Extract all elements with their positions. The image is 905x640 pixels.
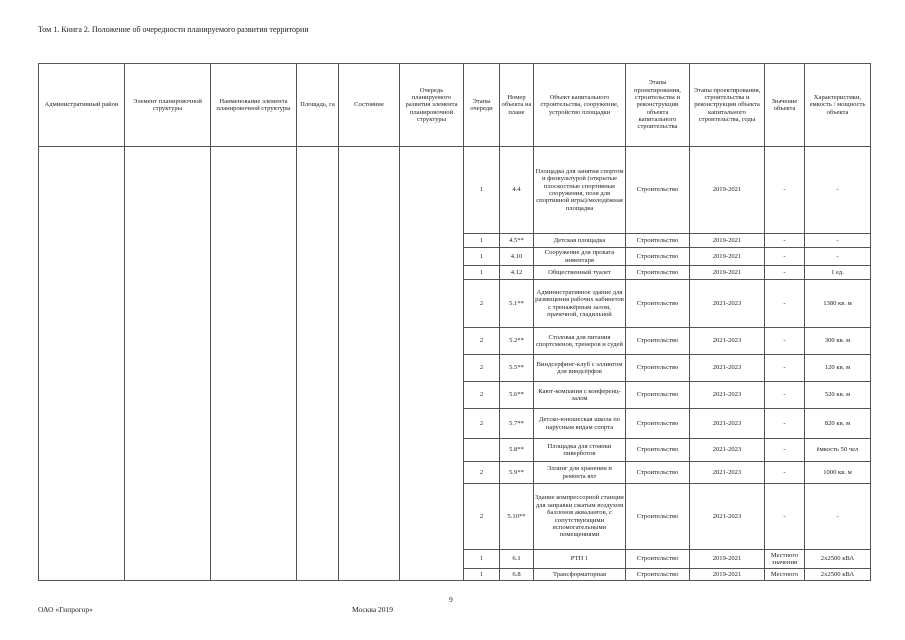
phase-cell: Строительство [626,234,690,248]
stage-cell: 2 [464,382,500,409]
phase-cell: Строительство [626,280,690,328]
object-number-cell: 5.5** [500,355,534,382]
phase-cell: Строительство [626,550,690,569]
col-header: Административный район [39,64,125,147]
capacity-cell: 1380 кв. м [805,280,871,328]
object-cell: Трансформаторная [534,569,626,581]
value-cell: - [765,248,805,266]
capacity-cell: ёмкость 50 чел [805,439,871,462]
years-cell: 2021-2023 [690,462,765,484]
value-cell: - [765,439,805,462]
value-cell: - [765,484,805,550]
footer-city-year: Москва 2019 [352,605,394,614]
col-header: Этапы очереди [464,64,500,147]
stage-cell: 1 [464,248,500,266]
value-cell: - [765,147,805,234]
object-number-cell: 4.12 [500,266,534,280]
object-number-cell: 5.9** [500,462,534,484]
element-cell [125,147,211,581]
col-header: Площадь, га [297,64,339,147]
col-header: Наименование элемента планировочной структуры [211,64,297,147]
capacity-cell: - [805,147,871,234]
stage-cell [464,439,500,462]
capacity-cell: - [805,248,871,266]
planning-table-wrap [38,63,871,581]
object-cell: Площадка для занятия спортом и физкультурой (открытые плоскостные спортивные сооружения, поля для спортивной игры)/молодёжная площадка [534,147,626,234]
capacity-cell: 2х2500 кВА [805,550,871,569]
phase-cell: Строительство [626,382,690,409]
value-cell: Местного [765,569,805,581]
stage-cell: 1 [464,266,500,280]
years-cell: 2019-2021 [690,147,765,234]
capacity-cell: - [805,234,871,248]
col-header: Этапы проектирования, строительства и реконструкции объекта капитального строительства, годы [690,64,765,147]
value-cell: - [765,328,805,355]
years-cell: 2019-2021 [690,234,765,248]
stage-cell: 2 [464,484,500,550]
object-number-cell: 5.6** [500,382,534,409]
years-cell: 2019-2021 [690,248,765,266]
phase-cell: Строительство [626,439,690,462]
object-cell: Эллинг для хранения и ремонта яхт [534,462,626,484]
object-number-cell: 4.4 [500,147,534,234]
phase-cell: Строительство [626,409,690,439]
years-cell: 2021-2023 [690,355,765,382]
object-number-cell: 4.5** [500,234,534,248]
capacity-cell: 820 кв. м [805,409,871,439]
col-header: Очередь планируемого развития элемента планировочной структуры [400,64,464,147]
stage-cell: 2 [464,355,500,382]
value-cell: - [765,409,805,439]
phase-cell: Строительство [626,484,690,550]
object-cell: Виндсерфинг-клуб с эллингом для виндсёрфов [534,355,626,382]
years-cell: 2019-2021 [690,266,765,280]
capacity-cell: 1 ед. [805,266,871,280]
stage-cell: 2 [464,462,500,484]
years-cell: 2019-2021 [690,550,765,569]
value-cell: - [765,355,805,382]
footer-organization: ОАО «Гипрогор» [38,605,93,614]
capacity-cell: 520 кв. м [805,382,871,409]
object-cell: Общественный туалет [534,266,626,280]
object-number-cell: 5.8** [500,439,534,462]
phase-cell: Строительство [626,266,690,280]
page-number: 9 [449,595,453,604]
capacity-cell: - [805,484,871,550]
phase-cell: Строительство [626,328,690,355]
capacity-cell: 300 кв. м [805,328,871,355]
phase-cell: Строительство [626,462,690,484]
value-cell: - [765,382,805,409]
col-header: Состояние [339,64,400,147]
object-cell: Кают-компания с конференц-залом [534,382,626,409]
object-cell: Сооружение для проката инвентаря [534,248,626,266]
col-header: Этапы проектирования, строительства и реконструкции объекта капитального строительства [626,64,690,147]
phase-cell: Строительство [626,248,690,266]
value-cell: Местного значения [765,550,805,569]
col-header: Характеристики, емкость / мощность объекта [805,64,871,147]
district-cell [39,147,125,581]
years-cell: 2019-2021 [690,569,765,581]
area-cell [297,147,339,581]
phase-cell: Строительство [626,147,690,234]
object-cell: Детская площадка [534,234,626,248]
phase-cell: Строительство [626,569,690,581]
col-header: Номер объекта на плане [500,64,534,147]
col-header: Объект капитального строительства, сооружение, устройство площадки [534,64,626,147]
object-cell: Административное здание для размещения рабочих кабинетов с тренажёрным залом, прачечной, гладильной [534,280,626,328]
object-cell: Площадка для стоянки пиверботов [534,439,626,462]
status-cell [339,147,400,581]
col-header: Элемент планировочной структуры [125,64,211,147]
stage-cell: 2 [464,280,500,328]
object-number-cell: 5.7** [500,409,534,439]
object-cell: РТП 1 [534,550,626,569]
stage-cell: 1 [464,550,500,569]
object-number-cell: 5.1** [500,280,534,328]
document-header: Том 1. Книга 2. Положение об очередности планируемого развития территории [38,25,309,34]
years-cell: 2021-2023 [690,382,765,409]
capacity-cell: 2х2500 кВА [805,569,871,581]
years-cell: 2021-2023 [690,328,765,355]
object-number-cell: 4.10 [500,248,534,266]
object-number-cell: 5.10** [500,484,534,550]
planning-table [38,63,871,581]
object-number-cell: 6.1 [500,550,534,569]
years-cell: 2021-2023 [690,484,765,550]
stage-cell: 1 [464,147,500,234]
stage-cell: 2 [464,409,500,439]
object-cell: Столовая для питания спортсменов, тренеров и судей [534,328,626,355]
table-row [39,147,871,234]
capacity-cell: 1000 кв. м [805,462,871,484]
stage-cell: 1 [464,234,500,248]
stage-cell: 2 [464,328,500,355]
object-number-cell: 6.8 [500,569,534,581]
years-cell: 2021-2023 [690,280,765,328]
object-cell: Детско-юношеская школа по парусным видам спорта [534,409,626,439]
element-name-cell [211,147,297,581]
phase-cell: Строительство [626,355,690,382]
value-cell: - [765,462,805,484]
object-number-cell: 5.2** [500,328,534,355]
value-cell: - [765,266,805,280]
stage-cell: 1 [464,569,500,581]
object-cell: Здание компрессорной станции для заправки сжатым воздухом баллонов аквалангов, с сопутствующими вспомогательными помещениями [534,484,626,550]
queue-cell [400,147,464,581]
col-header: Значение объекта [765,64,805,147]
table-header-row [39,64,871,147]
capacity-cell: 120 кв. м [805,355,871,382]
years-cell: 2021-2023 [690,409,765,439]
years-cell: 2021-2023 [690,439,765,462]
value-cell: - [765,234,805,248]
value-cell: - [765,280,805,328]
